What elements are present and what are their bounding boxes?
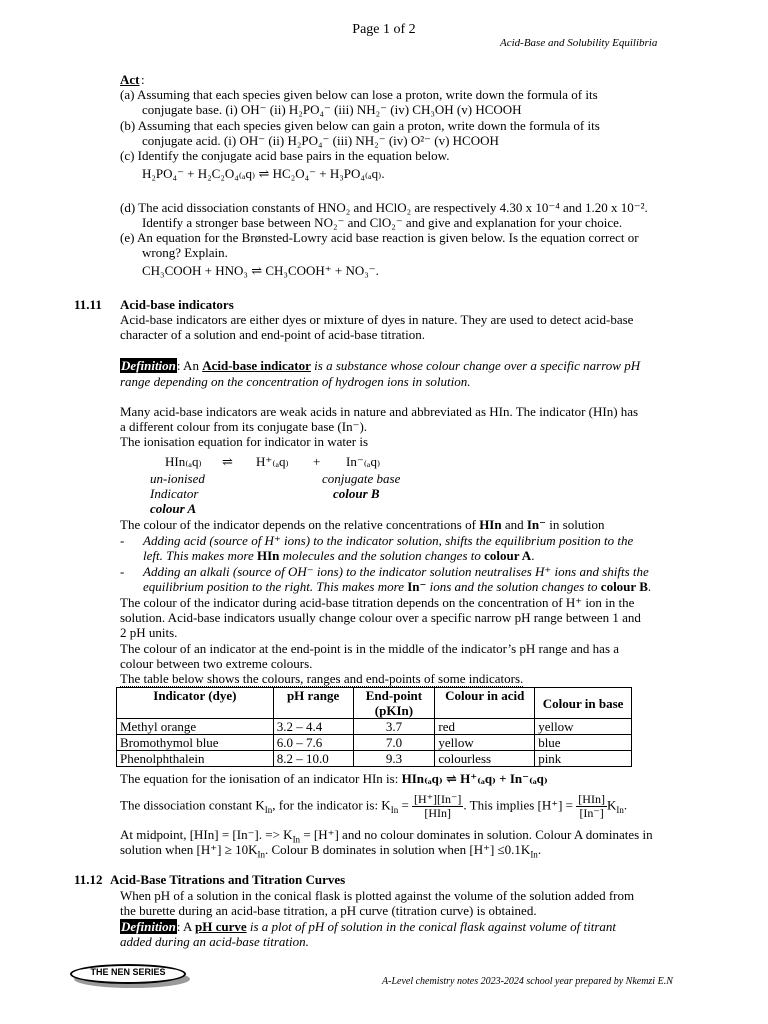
definition-tag: Definition: [121, 358, 176, 373]
act-d-line2: Identify a stronger base between NO₂⁻ and ClO₂⁻ and give and explanation for your choice.: [142, 215, 623, 230]
section-title-indicators: Acid-base indicators: [120, 297, 234, 312]
endpoint-colour-2: colour between two extreme colours.: [120, 656, 313, 671]
ionisation-equation-line: The equation for the ionisation of an indicator HIn is: HIn₍ₐq₎ ⇌ H⁺₍ₐq₎ + In⁻₍ₐq₎: [120, 771, 548, 786]
header-colour-acid: Colour in acid: [435, 688, 535, 719]
cell-end-point: 7.0: [353, 735, 435, 751]
bullet-acid-2: left. This makes more HIn molecules and the solution changes to colour A.: [143, 548, 535, 563]
series-text: THE NEN SERIES: [90, 967, 166, 977]
ph-curve-definition-2: added during an acid-base titration.: [120, 934, 309, 949]
table-row: [117, 719, 632, 735]
table-row: [117, 751, 632, 767]
indicator-definition-2: range depending on the concentration of hydrogen ions in solution.: [120, 374, 471, 389]
act-e-equation: CH₃COOH + HNO₃ ⇌ CH₃COOH⁺ + NO₃⁻.: [142, 263, 379, 278]
header-end-point: End-point (pKIn): [353, 688, 435, 719]
weak-acid-para-2: a different colour from its conjugate base (In⁻).: [120, 419, 368, 434]
act-e-line2: wrong? Explain.: [142, 245, 228, 260]
bullet-alkali-2: equilibrium position to the right. This makes more In⁻ ions and the solution changes to colour B.: [143, 579, 652, 594]
section-number-11-11: 11.11: [74, 297, 102, 312]
act-c-equation: H₂PO₄⁻ + H₂C₂O₄₍ₐq₎ ⇌ HC₂O₄⁻ + H₃PO₄₍ₐq₎.: [142, 166, 385, 181]
label-colour-b: colour B: [333, 486, 380, 501]
label-conjugate-base: conjugate base: [322, 471, 401, 486]
indicator-definition: Definition: An Acid-base indicator is a substance whose colour change over a specific narrow pH: [121, 358, 641, 373]
page-number: Page 1 of 2: [352, 22, 416, 37]
bullet-alkali-1: Adding an alkali (source of OH⁻ ions) to the indicator solution neutralises H⁺ ions and shifts the: [143, 564, 649, 579]
eq-hin: HIn₍ₐq₎: [165, 454, 202, 469]
label-indicator: Indicator: [150, 486, 199, 501]
titration-intro-2: the burette during an acid-base titration, a pH curve (titration curve) is obtained.: [120, 903, 537, 918]
table-intro: The table below shows the colours, ranges and end-points of some indicators.: [120, 671, 524, 686]
eq-plus: +: [313, 454, 321, 469]
colour-depends-para: The colour of the indicator depends on the relative concentrations of HIn and In⁻ in solution: [120, 517, 605, 532]
act-b-line1: (b) Assuming that each species given below can gain a proton, write down the formula of its: [120, 118, 600, 133]
cell-indicator: Phenolphthalein: [117, 751, 274, 767]
header-ph-range: pH range: [273, 688, 353, 719]
weak-acid-para-3: The ionisation equation for indicator in water is: [120, 434, 369, 449]
act-a-line1: (a) Assuming that each species given below can lose a proton, write down the formula of its: [120, 87, 598, 102]
cell-indicator: Bromothymol blue: [117, 735, 274, 751]
cell-colour-base: yellow: [535, 719, 632, 735]
midpoint-line-1: At midpoint, [HIn] = [In⁻]. => $K_{In} = [H^+]$ and no colour dominates in solution. Colour A dominates in: [120, 827, 653, 845]
act-c-line1: (c) Identify the conjugate acid base pairs in the equation below.: [120, 148, 450, 163]
cell-colour-acid: colourless: [435, 751, 535, 767]
definition-term: pH curve: [194, 919, 247, 934]
eq-in: In⁻₍ₐq₎: [346, 454, 381, 469]
midpoint-line-2: solution when $[H^+] \ge 10K_{In}$. Colour B dominates in solution when $[H^+] \le 0.1K_{In}$.: [120, 842, 542, 860]
footer-credit: A-Level chemistry notes 2023-2024 school year prepared by Nkemzi E.N: [382, 976, 673, 987]
kin-fraction: $\frac{[H^+][In^-]}{\text{[HIn]}}$: [414, 792, 462, 820]
h-fraction: $\frac{\text{[HIn]}}{[In^-]}$: [578, 792, 605, 820]
act-d-line1: (d) The acid dissociation constants of HNO₂ and HClO₂ are respectively 4.30 x 10⁻⁴ and 1.20 x 10⁻².: [120, 200, 648, 215]
cell-end-point: 3.7: [353, 719, 435, 735]
endpoint-colour-1: The colour of an indicator at the end-point is in the middle of the indicator’s pH range and has a: [120, 641, 620, 656]
definition-term: Acid-base indicator: [202, 358, 311, 373]
act-heading: Act: [120, 72, 140, 87]
table-row: [117, 735, 632, 751]
cell-end-point: 9.3: [353, 751, 435, 767]
bullet-acid-1: Adding acid (source of H⁺ ions) to the indicator solution, shifts the equilibrium position to the: [143, 533, 634, 548]
label-unionised: un-ionised: [150, 471, 205, 486]
titration-intro-1: When pH of a solution in the conical flask is plotted against the volume of the solution added from: [120, 888, 635, 903]
indicators-intro-1: Acid-base indicators are either dyes or mixture of dyes in nature. They are used to detect acid-base: [120, 312, 634, 327]
header-indicator: Indicator (dye): [117, 688, 274, 719]
cell-colour-base: blue: [535, 735, 632, 751]
ph-curve-definition: Definition: A pH curve is a plot of pH of solution in the conical flask against volume of titrant: [121, 919, 617, 934]
act-b-line2: conjugate acid. (i) OH⁻ (ii) H₂PO₄⁻ (iii) NH₂⁻ (iv) O²⁻ (v) HCOOH: [142, 133, 499, 148]
definition-tag: Definition: [121, 919, 176, 934]
act-a-line2: conjugate base. (i) OH⁻ (ii) H₂PO₄⁻ (iii) NH₂⁻ (iv) CH₃OH (v) HCOOH: [142, 102, 522, 117]
section-number-11-12: 11.12: [74, 872, 103, 887]
subject-title: Acid-Base and Solubility Equilibria: [500, 37, 658, 49]
indicators-intro-2: character of a solution and end-point of acid-base titration.: [120, 327, 426, 342]
titration-colour-2: solution. Acid-base indicators usually change colour over a specific narrow pH range between 1 and: [120, 610, 641, 625]
cell-ph-range: 6.0 – 7.6: [273, 735, 353, 751]
cell-indicator: Methyl orange: [117, 719, 274, 735]
eq-h: H⁺₍ₐq₎: [256, 454, 289, 469]
titration-colour-3: 2 pH units.: [120, 625, 178, 640]
section-title-titrations: Acid-Base Titrations and Titration Curves: [110, 872, 346, 887]
table-header-row: [117, 688, 632, 719]
cell-ph-range: 8.2 – 10.0: [273, 751, 353, 767]
cell-colour-acid: yellow: [435, 735, 535, 751]
cell-colour-base: pink: [535, 751, 632, 767]
weak-acid-para-1: Many acid-base indicators are weak acids in nature and abbreviated as HIn. The indicator (HIn) has: [120, 404, 639, 419]
series-logo: [70, 964, 188, 984]
act-e-line1: (e) An equation for the Brønsted-Lowry acid base reaction is given below. Is the equation correct or: [120, 230, 639, 245]
dissociation-constant-line: The dissociation constant $K_{In}$, for the indicator is: $K_{In}$ = $\frac{[H^+][In^-]}{\text{[HIn]}}$ . This implies [H⁺] = $\frac{\text{[HIn]}}{[In^-]}$ $K_{In}$.: [120, 792, 628, 820]
label-colour-a: colour A: [150, 501, 197, 516]
eq-arrow: ⇌: [222, 454, 233, 469]
titration-colour-1: The colour of the indicator during acid-base titration depends on the concentration of H⁺ ion in the: [120, 595, 635, 610]
cell-colour-acid: red: [435, 719, 535, 735]
header-colour-base: Colour in base: [535, 688, 632, 719]
cell-ph-range: 3.2 – 4.4: [273, 719, 353, 735]
indicators-table: [116, 687, 632, 767]
